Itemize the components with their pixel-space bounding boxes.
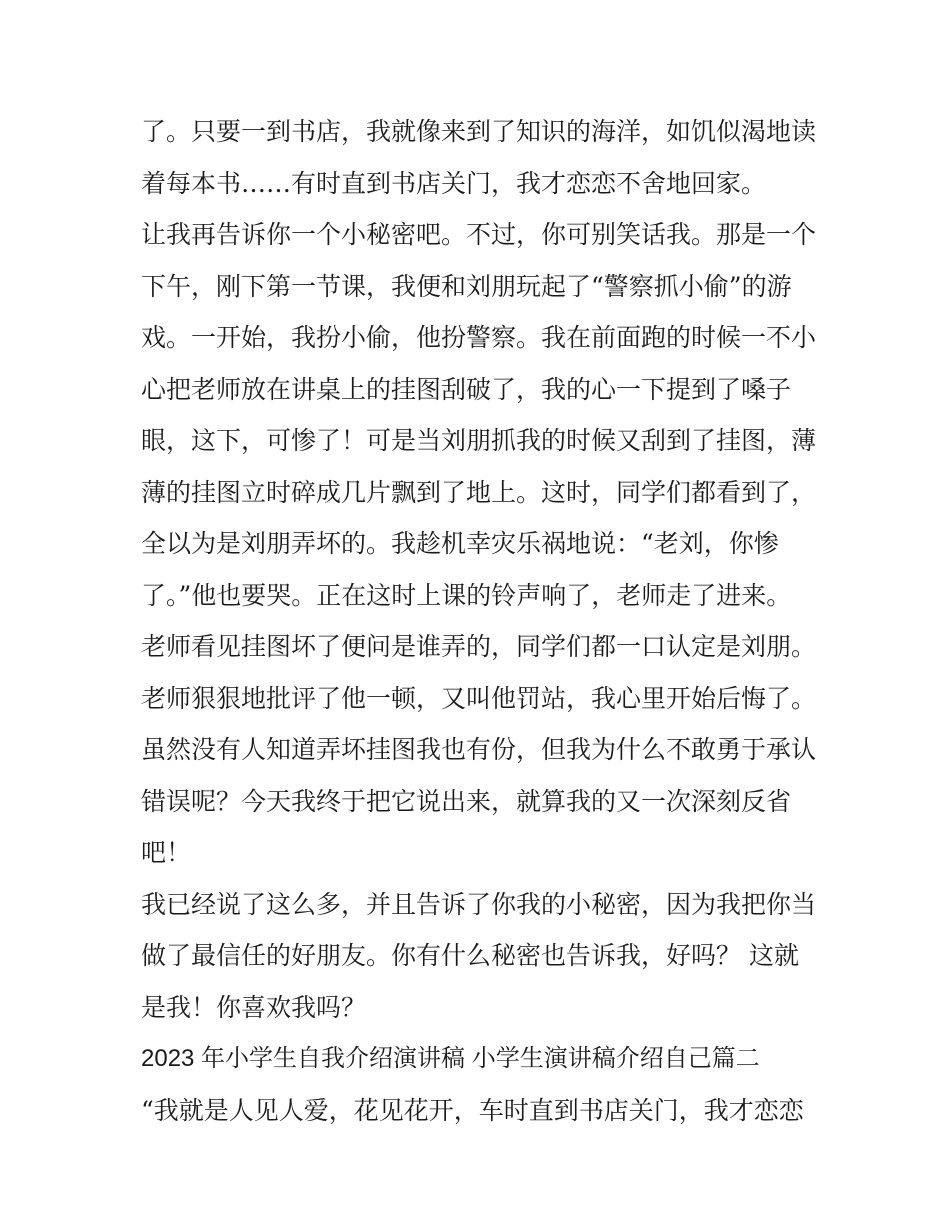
text-line-9: 全以为是刘朋弄坏的。我趁机幸灾乐祸地说：“老刘，你惨 <box>141 529 779 558</box>
text-line-20: “我就是人见人爱，花见花开，车时直到书店关门，我才恋恋 <box>141 1095 804 1125</box>
text-line-4: 下午，刚下第一节课，我便和刘朋玩起了“警察抓小偷”的游 <box>141 271 792 301</box>
text-line-1: 了。只要一到书店，我就像来到了知识的海洋，如饥似渴地读 <box>141 117 817 146</box>
text-line-11: 老师看见挂图坏了便问是谁弄的，同学们都一口认定是刘朋。 <box>141 632 817 661</box>
text-line-18: 是我！你喜欢我吗？ <box>141 992 367 1022</box>
text-line-10: 了。”他也要哭。正在这时上课的铃声响了，老师走了进来。 <box>141 580 792 610</box>
document-body <box>141 106 821 1136</box>
text-line-14: 错误呢？今天我终于把它说出来，就算我的又一次深刻反省 <box>141 786 792 816</box>
text-line-17: 做了最信任的好朋友。你有什么秘密也告诉我，好吗？ 这就 <box>141 941 799 970</box>
text-line-5: 戏。一开始，我扮小偷，他扮警察。我在前面跑的时候一不小 <box>141 323 817 352</box>
text-line-15: 吧！ <box>141 838 192 867</box>
text-line-6: 心把老师放在讲桌上的挂图刮破了，我的心一下提到了嗓子 <box>141 374 792 404</box>
text-line-12: 老师狠狠地批评了他一顿，又叫他罚站，我心里开始后悔了。 <box>141 683 817 713</box>
section-heading: 2023 年小学生自我介绍演讲稿 小学生演讲稿介绍自己篇二 <box>141 1045 760 1072</box>
text-line-16: 我已经说了这么多，并且告诉了你我的小秘密，因为我把你当 <box>141 889 817 919</box>
text-line-2: 着每本书……有时直到书店关门，我才恋恋不舍地回家。 <box>141 168 767 198</box>
text-line-3: 让我再告诉你一个小秘密吧。不过，你可别笑话我。那是一个 <box>141 220 817 249</box>
text-line-7: 眼，这下，可惨了！可是当刘朋抓我的时候又刮到了挂图，薄 <box>141 426 817 455</box>
text-line-13: 虽然没有人知道弄坏挂图我也有份，但我为什么不敢勇于承认 <box>141 735 817 764</box>
text-line-8: 薄的挂图立时碎成几片飘到了地上。这时，同学们都看到了， <box>141 477 817 507</box>
